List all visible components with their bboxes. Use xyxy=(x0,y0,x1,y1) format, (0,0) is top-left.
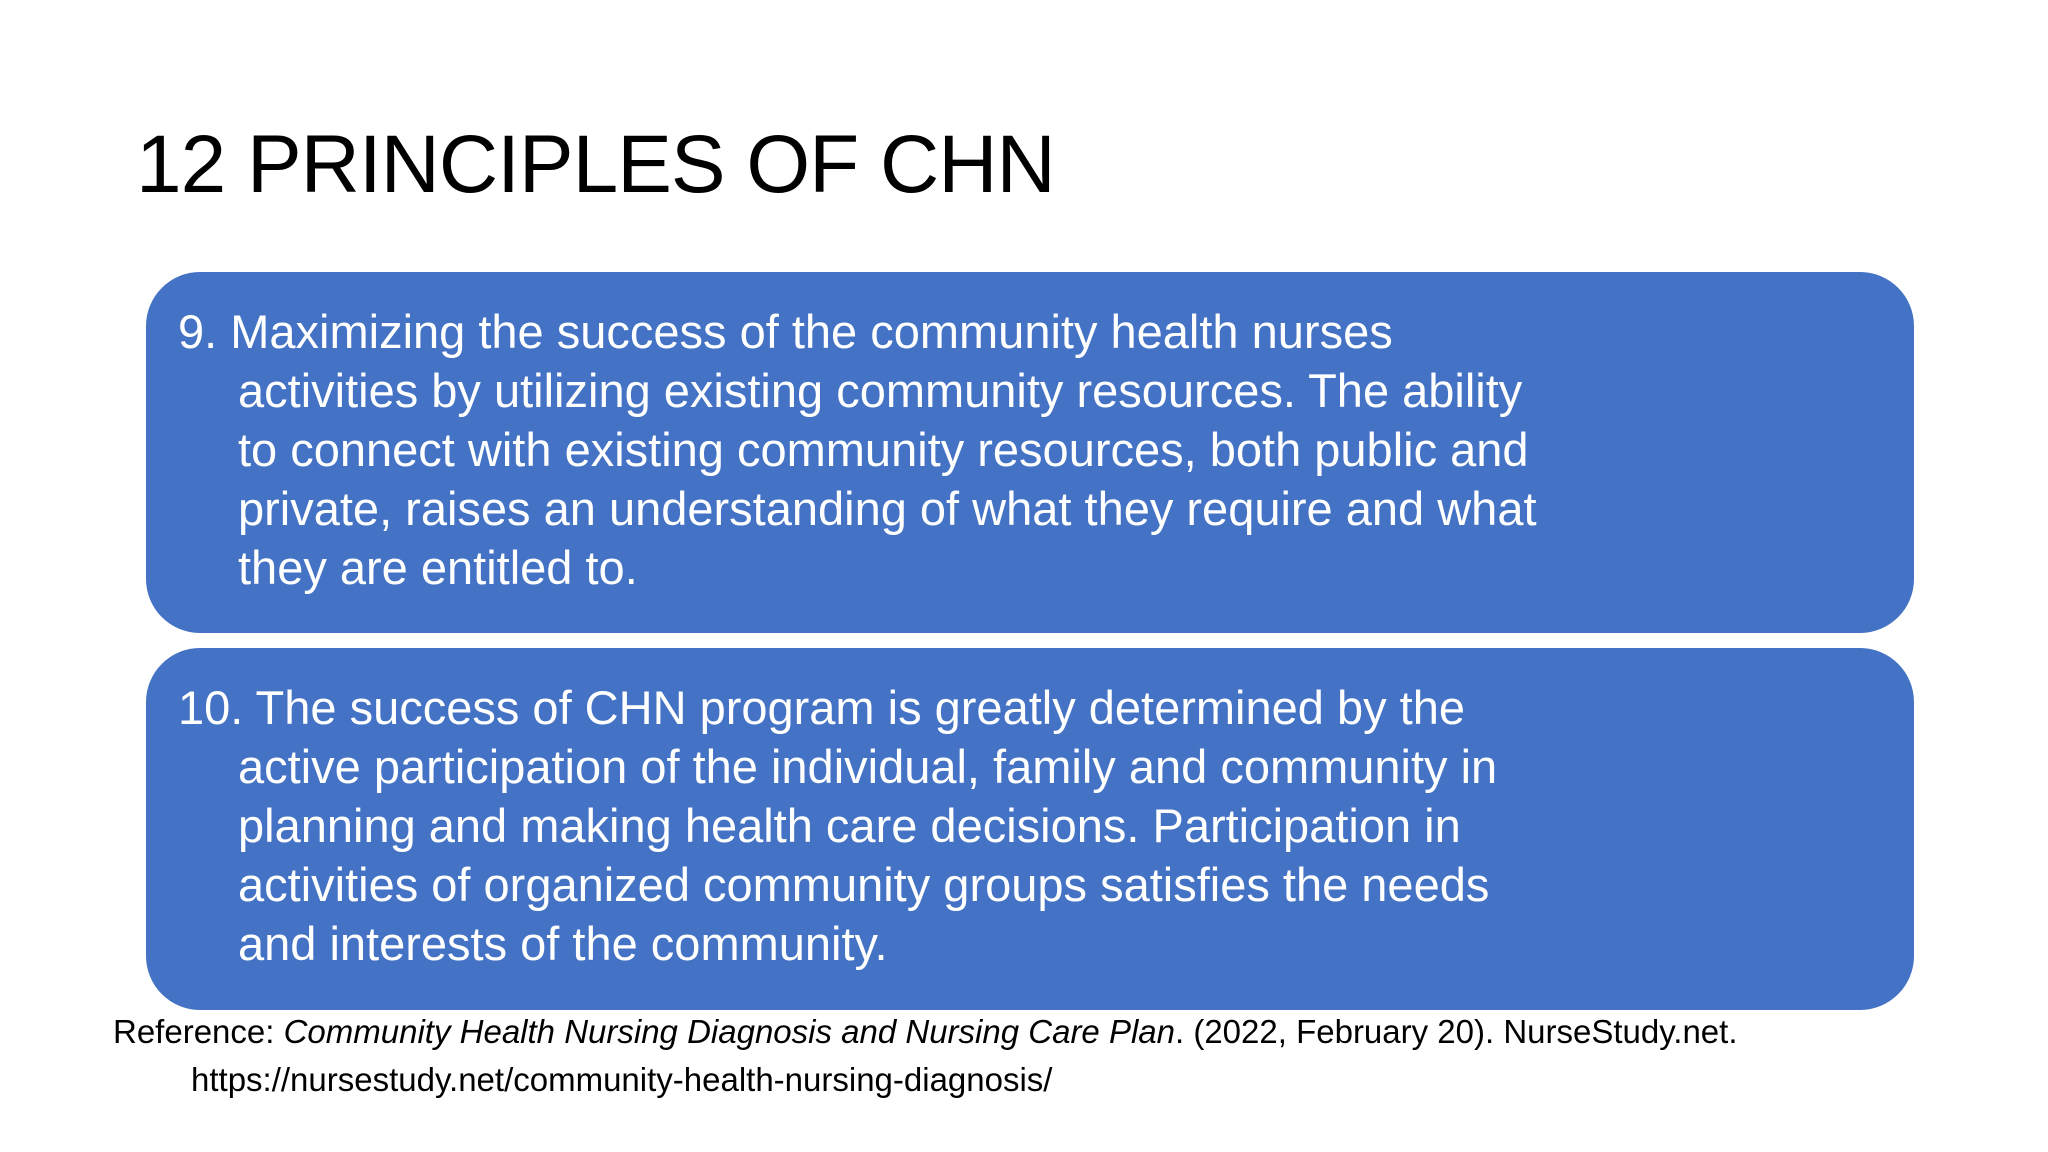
slide-title: 12 PRINCIPLES OF CHN xyxy=(136,119,1055,210)
reference-details: . (2022, February 20). NurseStudy.net. xyxy=(1175,1013,1738,1050)
reference-citation xyxy=(113,1008,2048,1104)
principle-text-10: 10. The success of CHN program is greatly determined by the active participation of the individual, family and community in planning and making health care decisions. Participation in activities of organized community groups satisfies the needs and interests of the community. xyxy=(178,681,1498,970)
principle-box-9 xyxy=(146,272,1914,633)
reference-prefix: Reference: xyxy=(113,1013,284,1050)
reference-url: https://nursestudy.net/community-health-nursing-diagnosis/ xyxy=(191,1061,1053,1098)
principle-text-9: 9. Maximizing the success of the community health nurses activities by utilizing existing community resources. The ability to connect with existing community resources, both public and private, raises an understanding of what they require and what they are entitled to. xyxy=(178,305,1537,594)
reference-work-title: Community Health Nursing Diagnosis and Nursing Care Plan xyxy=(283,1013,1175,1050)
principle-box-10 xyxy=(146,648,1914,1010)
